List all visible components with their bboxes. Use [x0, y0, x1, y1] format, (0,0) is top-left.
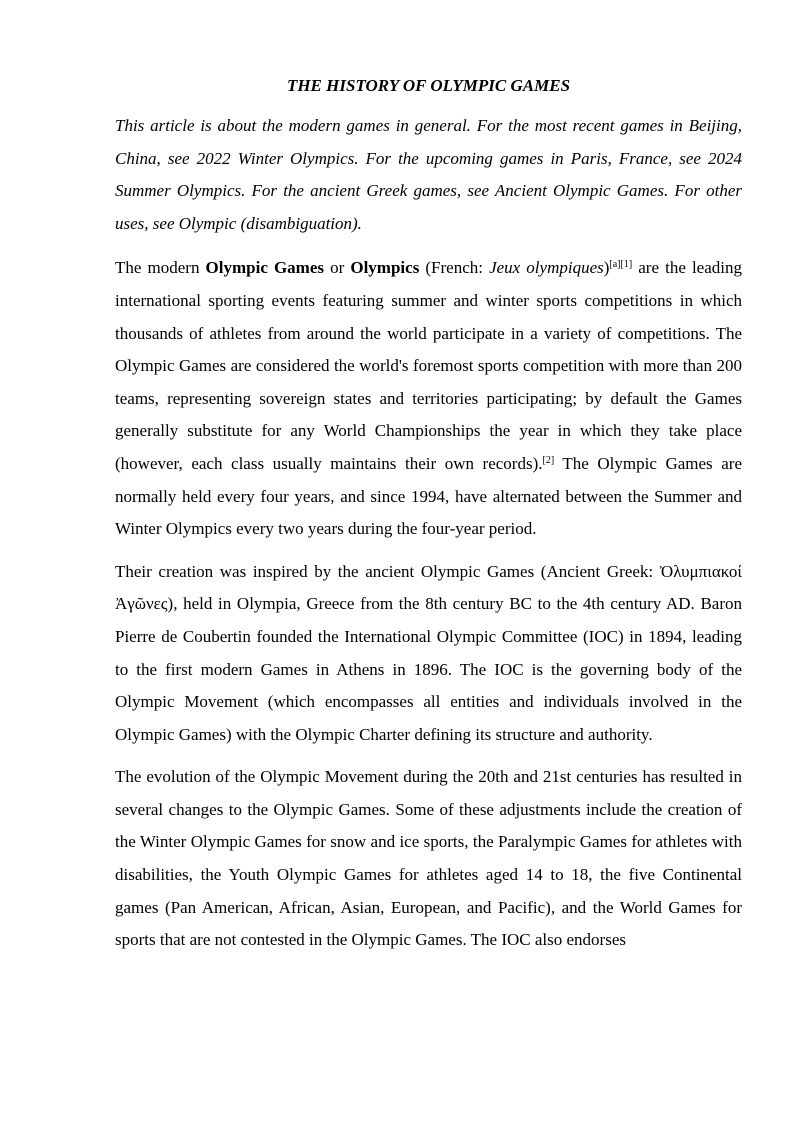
term-olympics: Olympics	[350, 258, 420, 278]
intro-text-4: )	[603, 258, 610, 278]
paragraph-history: Their creation was inspired by the ancient Olympic Games (Ancient Greek: Ὀλυμπιακοί Ἀγῶνες), held in Olympia, Greece from the 8th century BC to the 4th century AD. Baron Pierre de Coubertin founded the International Olympic Committee (IOC) in 1894, leading to the first modern Games in Athens in 1896. The IOC is the governing body of the Olympic Movement (which encompasses all entities and individuals involved in the Olympic Games) with the Olympic Charter defining its structure and authority.	[115, 561, 742, 744]
document-body	[115, 72, 742, 967]
footnote-ref-2[interactable]: [2]	[542, 454, 555, 466]
paragraph-evolution: The evolution of the Olympic Movement during the 20th and 21st centuries has resulted in several changes to the Olympic Games. Some of these adjustments include the creation of the Winter Olympic Games for snow and ice sports, the Paralympic Games for athletes with disabilities, the Youth Olympic Games for athletes aged 14 to 18, the five Continental games (Pan American, African, Asian, European, and Pacific), and the World Games for sports that are not contested in the Olympic Games. The IOC also endorses	[115, 767, 742, 950]
intro-text-1: The modern	[115, 258, 206, 278]
footnote-ref-a1[interactable]: [a][1]	[609, 259, 633, 271]
document-title: THE HISTORY OF OLYMPIC GAMES	[286, 76, 571, 95]
intro-text-2: or	[324, 258, 351, 278]
term-jeux-olympiques: Jeux olympiques	[489, 258, 604, 278]
term-olympic-games: Olympic Games	[205, 258, 325, 278]
paragraph-intro	[115, 252, 742, 545]
intro-text-5: are the leading international sporting events featuring summer and winter sports competitions in which thousands of athletes from around the world participate in a variety of competitions. The Olympic Games are considered the world's foremost sports competition with more than 200 teams, representing sovereign states and territories participating; by default the Games generally substitute for any World Championships the year in which they take place (however, each class usually maintains their own records).	[115, 258, 742, 473]
hatnote-paragraph: This article is about the modern games in general. For the most recent games in Beijing, China, see 2022 Winter Olympics. For the upcoming games in Paris, France, see 2024 Summer Olympics. For the ancient Greek games, see Ancient Olympic Games. For other uses, see Olympic (disambiguation).	[115, 116, 742, 233]
intro-text-6: The Olympic Games are normally held every four years, and since 1994, have alternated between the Summer and Winter Olympics every two years during the four-year period.	[115, 453, 742, 539]
intro-text-3: (French:	[419, 258, 490, 278]
